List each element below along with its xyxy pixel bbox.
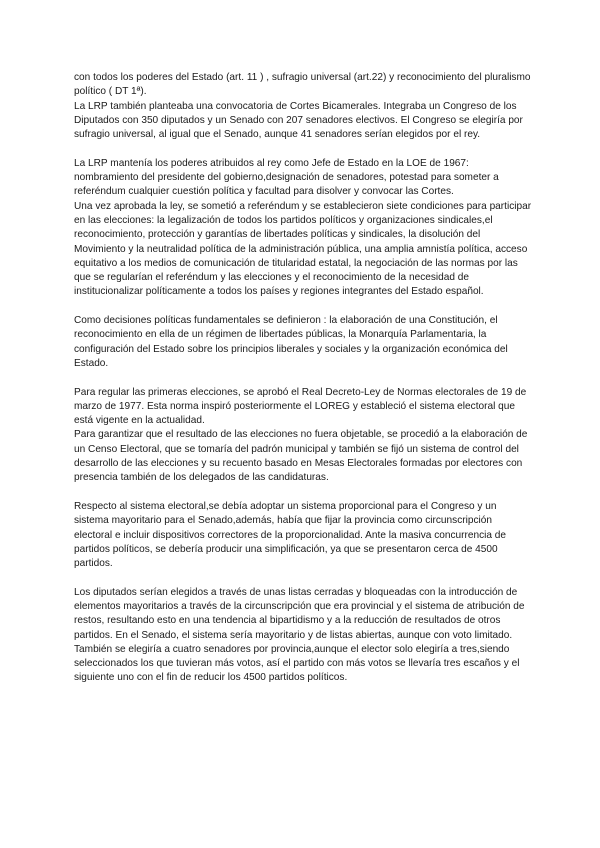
paragraph-electoral-census: Para garantizar que el resultado de las elecciones no fuera objetable, se procedió a la elaboración de un Censo Electoral, que se tomaría del padrón municipal y también se fijó un sistema de control del desarrollo de las elecciones y su recuento basado en Mesas Electorales formadas por electores con presencia también de los delegados de las candidaturas. (74, 429, 528, 484)
paragraph-deputies-senate: Los diputados serían elegidos a través de unas listas cerradas y bloqueadas con la introducción de elementos mayoritarios a través de la circunscripción que era provincial y el sistema de atribución de restos, resultando esto en una tendencia al bipartidismo y a la reducción de resultados de otros partidos. En el Senado, el sistema sería mayoritario y de listas abiertas, aunque con voto limitado. También se elegiría a cuatro senadores por provincia,aunque el elector solo elegiría a tres,siendo seleccionados los que tuvieran más votos, así el partido con más votos se llevaría tres escaños y el siguiente uno con el fin de reducir los 4500 partidos políticos. (74, 586, 525, 684)
paragraph-fundamental-decisions: Como decisiones políticas fundamentales se definieron : la elaboración de una Constitución, el reconocimiento en ella de un régimen de libertades públicas, la Monarquía Parlamentaria, la configuración del Estado sobre los principios liberales y sociales y la organización económica del Estado. (74, 315, 508, 369)
paragraph-electoral-system: Respecto al sistema electoral,se debía adoptar un sistema proporcional para el Congreso y un sistema mayoritario para el Senado,además, había que fijar la provincia como circunscripción electoral e incluir dispositivos correctores de la proporcionalidad. Ante la masiva concurrencia de partidos políticos, se debería producir una simplificación, ya que se presentaron cerca de 4500 partidos. (74, 500, 507, 570)
paragraph-constitutional-principles: con todos los poderes del Estado (art. 11 ) , sufragio universal (art.22) y reconocimiento del pluralismo político ( DT 1ª). (74, 72, 531, 98)
paragraph-bicameral-cortes: La LRP también planteaba una convocatoria de Cortes Bicamerales. Integraba un Congreso de los Diputados con 350 diputados y un Senado con 207 senadores electivos. El Congreso se elegiría por sufragio universal, al igual que el Senado, aunque 41 senadores serían elegidos por el rey. (74, 100, 523, 141)
paragraph-electoral-decree: Para regular las primeras elecciones, se aprobó el Real Decreto-Ley de Normas electorales de 19 de marzo de 1977. Esta norma inspiró posteriormente el LOREG y estableció el sistema electoral que está vigente en la actualidad. (74, 386, 527, 427)
document-page (74, 71, 532, 686)
paragraph-royal-powers: La LRP mantenía los poderes atribuidos al rey como Jefe de Estado en la LOE de 1967: nombramiento del presidente del gobierno,designación de senadores, potestad para someter a referéndum cualquier cuestión política y facultad para disolver y convocar las Cortes. (74, 157, 499, 198)
paragraph-referendum-conditions: Una vez aprobada la ley, se sometió a referéndum y se establecieron siete condiciones para participar en las elecciones: la legalización de todos los partidos políticos y organizaciones sindicales,el reconocimiento, protección y garantías de libertades políticas y sindicales, la disolución del Movimiento y la neutralidad política de la administración pública, una amplia amnistía política, acceso equitativo a los medios de comunicación de titularidad estatal, la negociación de las normas por las que se regularían el referéndum y las elecciones y el reconocimiento de la necesidad de institucionalizar políticamente a todos los países y regiones integrantes del Estado español. (74, 200, 532, 298)
